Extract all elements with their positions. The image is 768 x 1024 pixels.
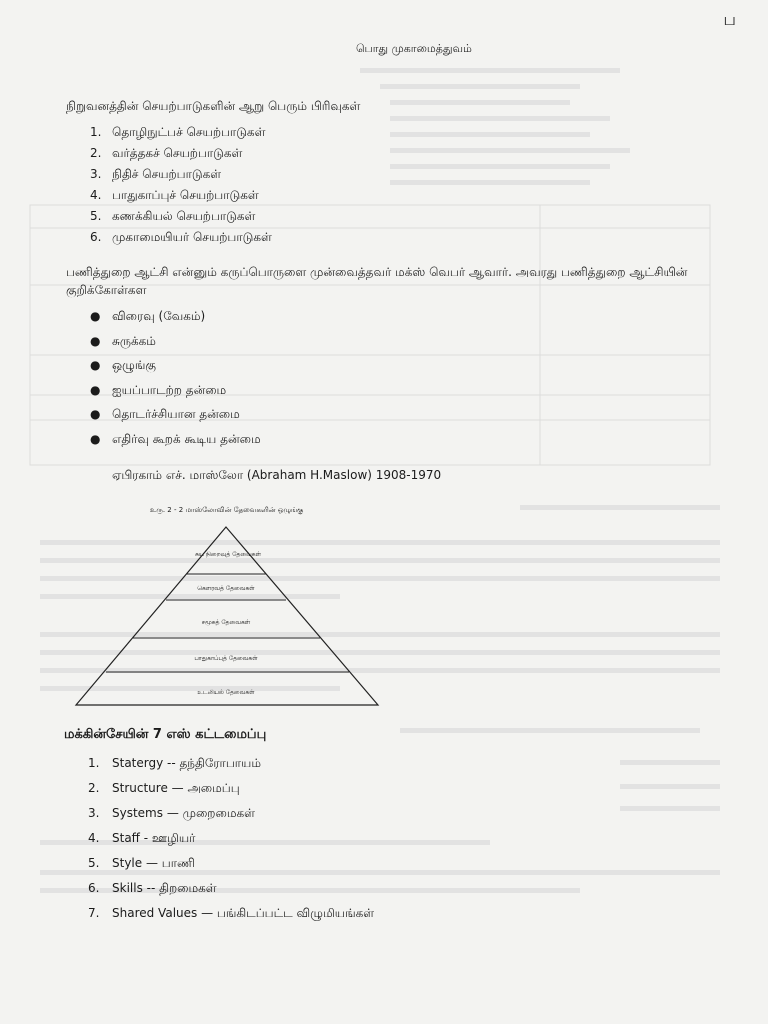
pyramid-level-physiological: உடலியல் தேவைகள் [197, 689, 255, 696]
pyramid-level-social: சமூகத் தேவைகள் [201, 619, 251, 626]
list-item: 1. தொழிநுட்பச் செயற்பாடுகள் [90, 125, 266, 139]
bullet-icon: ● [90, 333, 101, 348]
mckinsey-7s-list [88, 751, 374, 926]
pyramid-level-esteem: கௌரவத் தேவைகள் [197, 585, 255, 592]
bureaucracy-paragraph: பணித்துறை ஆட்சி என்னும் கருப்பொருளை முன்வைத்தவர் மக்ஸ் வெபர் ஆவார். அவரது பணித்துறை ஆட்சியின் குறிக்கோள்கள [66, 265, 688, 297]
list-item: 6. முகாமையியர் செயற்பாடுகள் [90, 230, 272, 244]
section-heading-activities: நிறுவனத்தின் செயற்பாடுகளின் ஆறு பெரும் பிரிவுகள் [66, 99, 361, 113]
page-title: பொது முகாமைத்துவம் [356, 42, 472, 55]
page-number: ப [723, 10, 736, 30]
pyramid-level-self-actualization: சுய நிறைவுத் தேவைகள் [194, 551, 262, 558]
list-item: 6. Skills -- திறமைகள் [88, 881, 217, 895]
figure-caption: உரு. 2 - 2 மாஸ்லோவின் தேவைகளின் ஒழுங்கு [150, 506, 304, 514]
list-item: ● ஐயப்பாடற்ற தன்மை [90, 378, 261, 403]
bullet-icon: ● [90, 309, 101, 323]
list-item: 1. Statergy -- தந்திரோபாயம் [88, 756, 261, 770]
maslow-heading: ஏபிரகாம் எச். மாஸ்லோ (Abraham H.Maslow) 1908-1970 [112, 468, 442, 482]
bureaucracy-objectives-list [90, 304, 261, 451]
list-item: ● ஒழுங்கு [90, 353, 261, 378]
list-item: 5. கணக்கியல் செயற்பாடுகள் [90, 209, 256, 223]
list-item: ● விரைவு (வேகம்) [90, 304, 261, 329]
list-item: ● தொடர்ச்சியான தன்மை [90, 402, 261, 427]
bullet-icon: ● [90, 407, 101, 421]
list-item: 3. Systems — முறைமைகள் [88, 806, 255, 820]
list-item: 5. Style — பாணி [88, 856, 195, 870]
list-item: ● எதிர்வு கூறக் கூடிய தன்மை [90, 427, 261, 452]
list-item: 2. Structure — அமைப்பு [88, 781, 240, 795]
activities-list [90, 122, 272, 248]
list-item: 2. வர்த்தகச் செயற்பாடுகள் [90, 146, 243, 160]
bullet-icon: ● [90, 358, 101, 372]
pyramid-level-safety: பாதுகாப்புத் தேவைகள் [194, 655, 258, 662]
mckinsey-7s-heading: மக்கின்சேயின் 7 எஸ் கட்டமைப்பு [64, 727, 267, 742]
list-item: 7. Shared Values — பங்கிடப்பட்ட விழுமியங்கள் [88, 906, 375, 920]
list-item: 4. Staff - ஊழியர் [88, 831, 196, 845]
list-item: ● சுருக்கம் [90, 329, 261, 354]
bullet-icon: ● [90, 382, 101, 397]
list-item: 4. பாதுகாப்புச் செயற்பாடுகள் [90, 188, 259, 202]
bullet-icon: ● [90, 431, 101, 446]
maslow-pyramid [70, 520, 390, 720]
list-item: 3. நிதிச் செயற்பாடுகள் [90, 167, 222, 181]
